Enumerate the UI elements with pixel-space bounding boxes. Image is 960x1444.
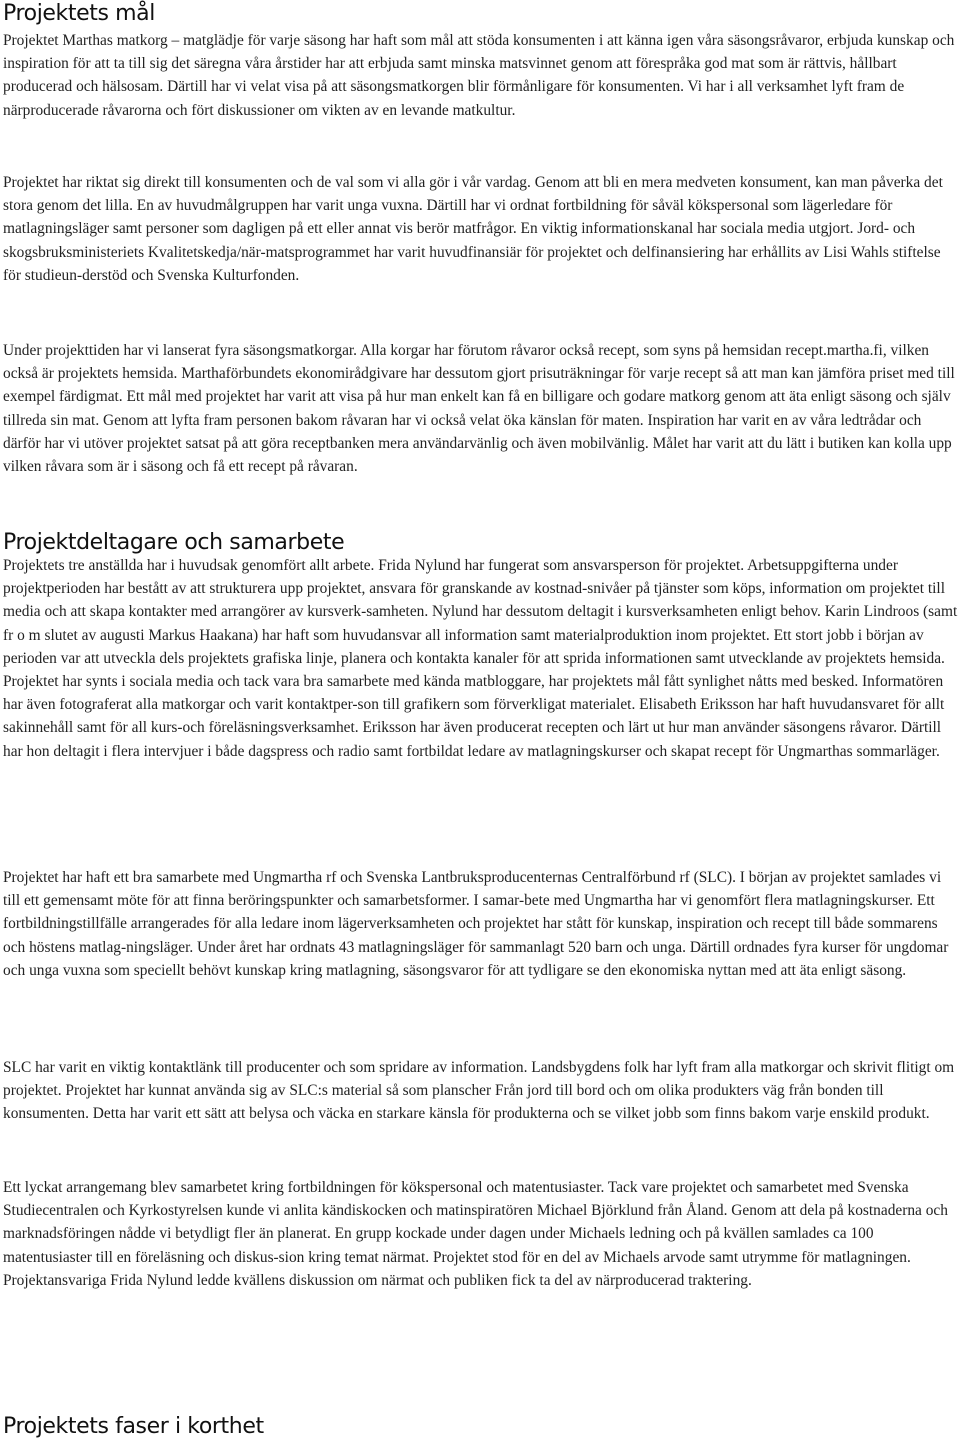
paragraph: Under projekttiden har vi lanserat fyra säsongsmatkorgar. Alla korgar har förutom råvaror också recept, som syns på hemsidan recept.martha.fi, vilken också är projektets hemsida. Marthaförbundets ekonomirådgivare har dessutom gjort prisuträkningar för varje recept så att man kan jämföra priset med till exempel färdigmat. Ett mål med projektet har varit att visa på hur man enkelt kan få en billigare och godare matkorg genom att äta enligt säsong och själv tillreda sin mat. Genom att lyfta fram personen bakom råvaran har vi också velat öka känslan för maten. Inspiration har varit en av våra ledtrådar och därför har vi utöver projektet satsat på att göra receptbanken mera användarvänlig och även mobilvänlig. Målet har varit att du lätt i butiken kan kolla upp vilken råvara som är i säsong och få ett recept på råvaran. bbox=[3, 342, 955, 476]
paragraph: Projektet Marthas matkorg – matglädje för varje säsong har haft som mål att stöda konsumenten i att känna igen våra säsongsråvaror, erbjuda kunskap och inspiration för att ta till sig det säregna våra årstider har att erbjuda samt minska matsvinnet genom att förespråka god mat som är rättvis, hållbart producerad och hälsosam. Därtill har vi velat visa på att säsongsmatkorgen blir förmånligare för konsumenten. Vi har i all verksamhet lyft fram de närproducerade råvarorna och fört diskussioner om vikten av en levande matkultur. bbox=[3, 32, 955, 119]
paragraph: Projektet har riktat sig direkt till konsumenten och de val som vi alla gör i vår vardag. Genom att bli en mera medveten konsument, kan man påverka det stora genom det lilla. En av huvudmålgruppen har varit unga vuxna. Därtill har vi ordnat fortbildning för såväl kökspersonal som lägerledare för matlagningsläger samt personer som dagligen på ett eller annat vis berör matfrågor. En viktig informationskanal har sociala media utgjort. Jord- och skogsbruksministeriets Kvalitetskedja/när-matsprogrammet har varit huvudfinansiär för projektet och delfinansiering har erhållits av Lisi Wahls stiftelse för studieun-derstöd och Svenska Kulturfonden. bbox=[3, 174, 943, 284]
section-heading-projektets-mal: Projektets mål bbox=[3, 1, 155, 26]
paragraph: Ett lyckat arrangemang blev samarbetet kring fortbildningen för kökspersonal och matentusiaster. Tack vare projektet och samarbetet med Svenska Studiecentralen och Kyrkostyrelsen kunde vi anlita kändiskocken och matinspiratören Michael Björklund från Åland. Genom att dela på kostnaderna och marknadsföringen nådde vi betydligt fler än planerat. En grupp kockade under dagen under Michaels ledning och på kvällen samlades ca 100 matentusiaster till en föreläsning och diskus-sion kring temat närmat. Projektet stod för en del av Michaels arvode samt utrymme för matlagningen. Projektansvariga Frida Nylund ledde kvällens diskussion om närmat och publiken fick ta del av närproducerad traktering. bbox=[3, 1179, 948, 1289]
section-heading-projektets-faser: Projektets faser i korthet bbox=[3, 1414, 264, 1439]
paragraph: SLC har varit en viktig kontaktlänk till producenter och som spridare av information. Landsbygdens folk har lyft fram alla matkorgar och skrivit flitigt om projektet. Projektet har kunnat använda sig av SLC:s material så som planscher Från jord till bord och om olika produkters väg från bonden till konsumenten. Detta har varit ett sätt att belysa och väcka en starkare känsla för produkterna och se vilket jobb som finns bakom varje enskild produkt. bbox=[3, 1059, 955, 1123]
paragraph: Projektets tre anställda har i huvudsak genomfört allt arbete. Frida Nylund har fungerat som ansvarsperson för projektet. Arbetsuppgifterna under projektperioden har bestått av att strukturera upp projektet, ansvara för granskande av kostnad-snivåer på tjänster som köps, information om projektet till media och att skapa kontakter med arrangörer av kursverk-samheten. Nylund har dessutom deltagit i kursverksamheten enligt behov. Karin Lindroos (samt fr o m slutet av augusti Markus Haakana) har haft som huvudansvar all information samt materialproduktion inom projektet. Ett stort jobb i början av perioden var att utveckla dels projektets grafiska linje, planera och kontakta kanaler för att sprida informationen samt utvecklande av projektets hemsida. Projektet har synts i sociala media och tack vara bra samarbete med kända matbloggare, har projektets mål fått synlighet nåtts med besked. Informatören har även fotograferat alla matkorgar och varit kontaktper-son till grafikern som förverkligat materialet. Elisabeth Eriksson har haft huvudansvaret för allt sakinnehåll samt för all kurs-och föreläsningsverksamhet. Eriksson har även producerat recepten och lärt ut hur man använder säsongens råvaror. Därtill har hon deltagit i flera intervjuer i både dagspress och radio samt fortbildat ledare av matlagningskurser och skapat recept för Ungmarthas sommarläger. bbox=[3, 557, 958, 760]
paragraph: Projektet har haft ett bra samarbete med Ungmartha rf och Svenska Lantbruksproducenternas Centralförbund rf (SLC). I början av projektet samlades vi till ett gemensamt möte för att finna beröringspunkter och samarbetsformer. I samar-bete med Ungmartha har vi genomfört flera matlagningskurser. Ett fortbildningstillfälle arrangerades för alla ledare inom lägerverksamheten och projektet har stått för kunskap, inspiration och recept till både sommarens och höstens matlag-ningsläger. Under året har ordnats 43 matlagningsläger för sammanlagt 520 barn och unga. Därtill ordnades fyra kurser för ungdomar och unga vuxna som speciellt behövt kunskap kring matlagning, säsongsvaror för att tydligare se den ekonomiska nyttan med att äta enligt säsong. bbox=[3, 869, 949, 979]
section-heading-projektdeltagare: Projektdeltagare och samarbete bbox=[3, 530, 345, 555]
